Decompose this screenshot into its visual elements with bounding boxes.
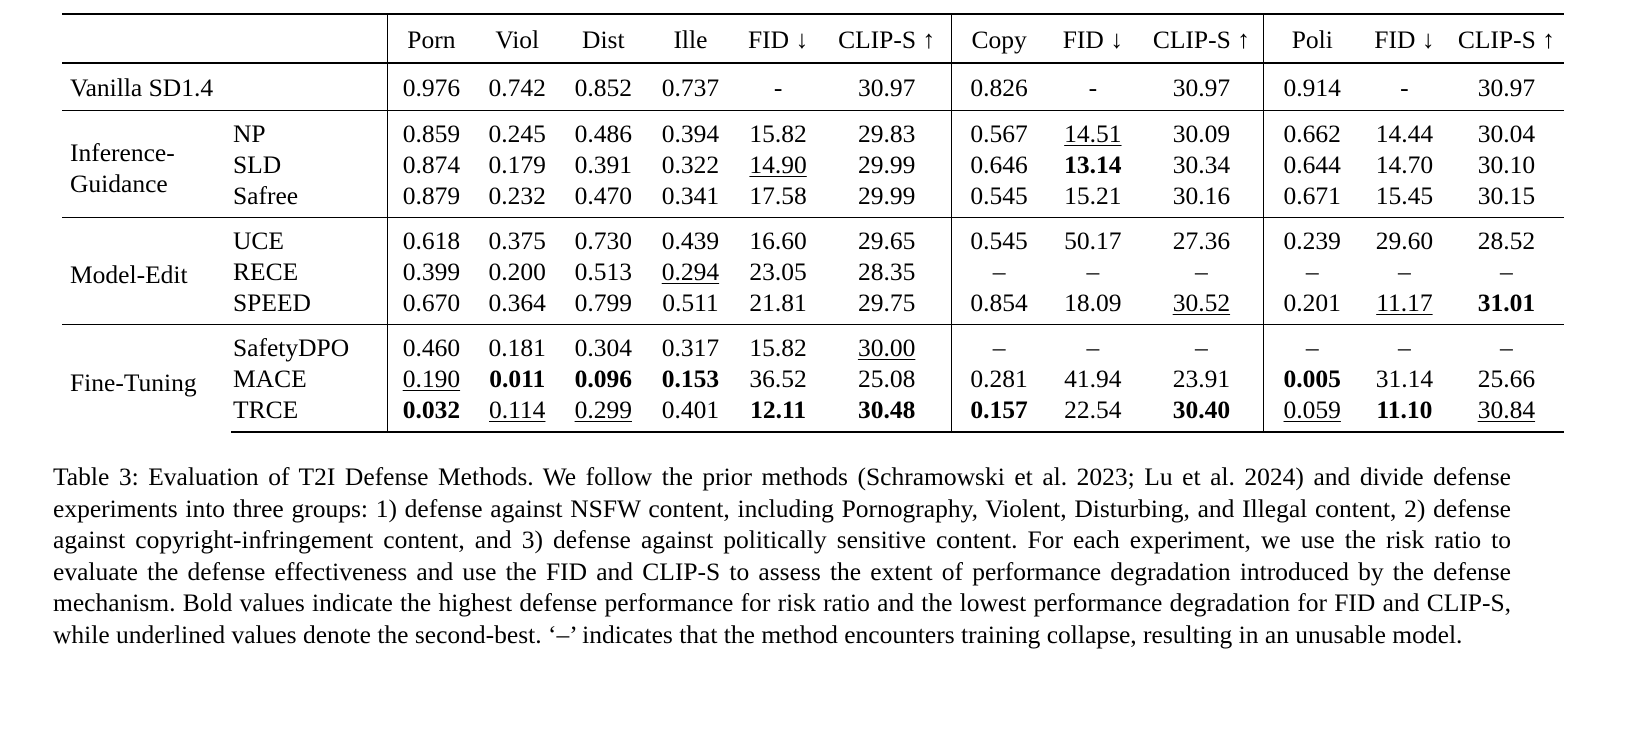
method-name: TRCE <box>231 394 387 432</box>
table-cell <box>475 256 560 287</box>
group-label <box>62 325 231 433</box>
cell-value: – <box>1086 333 1100 362</box>
table-cell <box>1264 325 1360 364</box>
cell-value: 15.82 <box>749 119 807 148</box>
table-cell <box>951 180 1046 218</box>
cell-value: 0.157 <box>970 395 1028 424</box>
cell-value: 0.375 <box>488 226 546 255</box>
cell-value: 22.54 <box>1064 395 1122 424</box>
cell-value: – <box>1195 257 1208 286</box>
header-empty-method <box>231 14 387 63</box>
table-cell <box>822 394 951 432</box>
table-cell <box>475 325 560 364</box>
vanilla-cell: - <box>1046 63 1139 111</box>
header-porn: Porn <box>387 14 475 63</box>
cell-value: 0.874 <box>402 150 461 179</box>
cell-value: 0.854 <box>970 288 1028 317</box>
table-cell <box>1449 111 1564 150</box>
table-cell <box>1139 180 1264 218</box>
cell-value: 11.17 <box>1376 288 1433 317</box>
table-cell <box>475 149 560 180</box>
cell-value: 41.94 <box>1064 364 1122 393</box>
cell-value: 12.11 <box>750 395 807 424</box>
table-cell <box>559 111 647 150</box>
cell-value: 0.545 <box>970 226 1028 255</box>
cell-value: 14.70 <box>1375 150 1434 179</box>
cell-value: 0.671 <box>1283 181 1341 210</box>
table-cell <box>647 363 734 394</box>
table-cell <box>1360 394 1449 432</box>
vanilla-cell: 0.976 <box>387 63 475 111</box>
header-copy: Copy <box>951 14 1046 63</box>
cell-value: 0.401 <box>661 395 720 424</box>
cell-value: 0.317 <box>661 333 720 362</box>
vanilla-cell: - <box>734 63 823 111</box>
cell-value: 28.35 <box>857 257 916 286</box>
table-cell <box>1360 111 1449 150</box>
cell-value: – <box>1305 333 1319 362</box>
table-cell <box>475 363 560 394</box>
header-copy-fid: FID ↓ <box>1046 14 1139 63</box>
table-cell <box>822 256 951 287</box>
group-label <box>62 111 231 218</box>
method-name: Safree <box>233 181 299 210</box>
table-cell <box>822 218 951 257</box>
table-cell <box>387 287 475 325</box>
method-name: SafetyDPO <box>231 325 387 364</box>
cell-value: 0.879 <box>402 181 461 210</box>
table-cell <box>951 363 1046 394</box>
table-cell <box>387 325 475 364</box>
vanilla-cell: 0.826 <box>951 63 1046 111</box>
vanilla-cell: 0.742 <box>475 63 560 111</box>
cell-value: 18.09 <box>1064 288 1122 317</box>
cell-value: 0.470 <box>574 181 632 210</box>
table-row <box>62 363 1564 394</box>
cell-value: 30.16 <box>1172 181 1231 210</box>
cell-value: 0.153 <box>661 364 720 393</box>
table-cell <box>1360 363 1449 394</box>
table-cell <box>647 218 734 257</box>
cell-value: 23.05 <box>749 257 807 286</box>
cell-value: 14.44 <box>1375 119 1434 148</box>
cell-value: 0.190 <box>402 364 461 393</box>
table-cell <box>647 287 734 325</box>
table-cell <box>475 287 560 325</box>
table-cell <box>1046 287 1139 325</box>
table-cell <box>1449 180 1564 218</box>
table-cell <box>1360 218 1449 257</box>
vanilla-row <box>62 63 1564 111</box>
method-name: SLD <box>233 150 282 179</box>
cell-value: 0.394 <box>661 119 720 148</box>
cell-value: 30.34 <box>1172 150 1231 179</box>
cell-value: 30.48 <box>857 395 916 424</box>
table-cell <box>475 111 560 150</box>
cell-value: 0.439 <box>661 226 720 255</box>
results-table-container <box>62 13 1564 433</box>
cell-value: 0.618 <box>402 226 461 255</box>
table-cell <box>387 394 475 432</box>
cell-value: 0.294 <box>661 257 720 286</box>
cell-value: 0.460 <box>402 333 461 362</box>
table-cell <box>734 256 823 287</box>
vanilla-cell: 30.97 <box>822 63 951 111</box>
cell-value: – <box>1500 257 1513 286</box>
table-cell <box>559 256 647 287</box>
cell-value: 15.82 <box>749 333 807 362</box>
table-cell <box>734 325 823 364</box>
method-name: NP <box>231 111 387 150</box>
vanilla-label: Vanilla SD1.4 <box>62 63 387 111</box>
header-empty-group <box>62 14 231 63</box>
table-cell <box>822 149 951 180</box>
table-cell <box>1360 180 1449 218</box>
cell-value: 0.096 <box>574 364 632 393</box>
table-cell <box>1139 363 1264 394</box>
table-cell <box>951 111 1046 150</box>
table-cell <box>387 363 475 394</box>
table-row <box>62 256 1564 287</box>
table-cell <box>822 363 951 394</box>
group-label <box>62 218 231 325</box>
table-cell <box>1139 149 1264 180</box>
cell-value: – <box>1500 333 1513 362</box>
cell-value: 11.10 <box>1376 395 1433 424</box>
cell-value: 0.179 <box>488 150 546 179</box>
cell-value: 31.01 <box>1477 288 1536 317</box>
cell-value: 0.232 <box>488 181 546 210</box>
cell-value: 50.17 <box>1064 226 1122 255</box>
header-row <box>62 14 1564 63</box>
cell-value: 30.84 <box>1477 395 1536 424</box>
table-cell <box>1264 287 1360 325</box>
vanilla-cell: 0.737 <box>647 63 734 111</box>
cell-value: 30.09 <box>1172 119 1231 148</box>
cell-value: 14.51 <box>1064 119 1122 148</box>
cell-value: 0.239 <box>1283 226 1341 255</box>
table-row <box>62 111 1564 150</box>
cell-value: 0.281 <box>970 364 1028 393</box>
table-cell <box>951 256 1046 287</box>
cell-value: 0.200 <box>488 257 546 286</box>
table-cell <box>647 394 734 432</box>
method-name: UCE <box>231 218 387 257</box>
table-cell <box>1449 218 1564 257</box>
table-cell <box>1046 218 1139 257</box>
header-poli-clip: CLIP-S ↑ <box>1449 14 1564 63</box>
table-cell <box>951 287 1046 325</box>
table-cell <box>1139 287 1264 325</box>
cell-value: 16.60 <box>749 226 807 255</box>
table-cell <box>1360 325 1449 364</box>
results-table <box>62 13 1564 433</box>
cell-value: 0.399 <box>402 257 461 286</box>
cell-value: 0.646 <box>970 150 1028 179</box>
cell-value: 0.005 <box>1283 364 1341 393</box>
cell-value: 30.04 <box>1477 119 1536 148</box>
table-row <box>62 394 1564 432</box>
cell-value: – <box>1398 333 1411 362</box>
cell-value: 36.52 <box>749 364 807 393</box>
table-cell <box>1360 149 1449 180</box>
table-cell <box>1139 111 1264 150</box>
table-row <box>62 325 1564 364</box>
table-cell <box>647 256 734 287</box>
cell-value: 0.341 <box>661 181 720 210</box>
table-cell <box>387 149 475 180</box>
cell-value: 28.52 <box>1477 226 1536 255</box>
header-poli-fid: FID ↓ <box>1360 14 1449 63</box>
table-cell <box>1046 180 1139 218</box>
table-cell <box>559 180 647 218</box>
cell-value: 0.032 <box>402 395 461 424</box>
header-nsfw-clip: CLIP-S ↑ <box>822 14 951 63</box>
cell-value: 0.299 <box>574 395 632 424</box>
cell-value: 23.91 <box>1172 364 1231 393</box>
table-cell <box>559 363 647 394</box>
cell-value: 30.10 <box>1477 150 1536 179</box>
table-cell <box>1264 218 1360 257</box>
group-label-line: Model-Edit <box>70 260 188 289</box>
table-cell <box>559 149 647 180</box>
table-cell <box>647 111 734 150</box>
header-poli: Poli <box>1264 14 1360 63</box>
table-cell <box>647 180 734 218</box>
table-cell <box>1449 363 1564 394</box>
cell-value: 0.511 <box>662 288 719 317</box>
cell-value: 15.45 <box>1375 181 1434 210</box>
table-cell <box>1449 149 1564 180</box>
header-dist: Dist <box>559 14 647 63</box>
cell-value: 0.181 <box>488 333 546 362</box>
cell-value: 0.513 <box>574 257 632 286</box>
cell-value: 30.52 <box>1172 288 1231 317</box>
cell-value: 0.201 <box>1283 288 1341 317</box>
table-row <box>62 149 1564 180</box>
cell-value: 25.08 <box>857 364 916 393</box>
cell-value: 0.567 <box>970 119 1028 148</box>
table-cell <box>1264 256 1360 287</box>
cell-value: 0.859 <box>402 119 461 148</box>
cell-value: 25.66 <box>1477 364 1536 393</box>
cell-value: 0.644 <box>1283 150 1341 179</box>
cell-value: 30.40 <box>1172 395 1231 424</box>
table-cell <box>559 218 647 257</box>
table-cell <box>822 287 951 325</box>
cell-value: 0.059 <box>1283 395 1341 424</box>
table-cell <box>734 394 823 432</box>
cell-value: 14.90 <box>749 150 807 179</box>
table-cell <box>734 218 823 257</box>
cell-value: 0.304 <box>574 333 632 362</box>
method-name: MACE <box>233 364 307 393</box>
cell-value: 0.730 <box>574 226 632 255</box>
cell-value: – <box>1195 333 1208 362</box>
table-cell <box>559 394 647 432</box>
group-label-line: Guidance <box>70 168 168 198</box>
table-cell <box>475 218 560 257</box>
cell-value: 0.545 <box>970 181 1028 210</box>
table-cell <box>734 111 823 150</box>
group-label-line: Fine-Tuning <box>70 367 197 397</box>
table-cell <box>1046 256 1139 287</box>
vanilla-cell: 0.852 <box>559 63 647 111</box>
table-cell <box>1139 256 1264 287</box>
table-cell <box>387 111 475 150</box>
cell-value: 29.83 <box>857 119 916 148</box>
cell-value: 0.322 <box>661 150 720 179</box>
table-cell <box>1046 363 1139 394</box>
table-cell <box>734 149 823 180</box>
table-row <box>62 180 1564 218</box>
cell-value: 0.670 <box>402 288 461 317</box>
table-cell <box>822 180 951 218</box>
cell-value: 0.245 <box>488 119 546 148</box>
table-cell <box>734 180 823 218</box>
table-cell <box>1046 149 1139 180</box>
table-cell <box>1360 256 1449 287</box>
table-caption: Table 3: Evaluation of T2I Defense Methods. We follow the prior methods (Schramowski et al. 2023; Lu et al. 2024) and divide defense experiments into three groups: 1) defense against NSFW content, including Pornography, Violent, Disturbing, and Illegal content, 2) defense against copyright-infringement content, and 3) defense against politically sensitive content. For each experiment, we use the risk ratio to evaluate the defense effectiveness and use the FID and CLIP-S to assess the extent of performance degradation introduced by the defense mechanism. Bold values indicate the highest defense performance for risk ratio and the lowest performance degradation for FID and CLIP-S, while underlined values denote the second-best. ‘–’ indicates that the method encounters training collapse, resulting in an unusable model. <box>53 462 1511 649</box>
cell-value: 0.799 <box>574 288 632 317</box>
table-cell <box>1264 363 1360 394</box>
cell-value: – <box>992 333 1006 362</box>
cell-value: 29.75 <box>857 288 916 317</box>
cell-value: – <box>992 257 1006 286</box>
table-cell <box>1360 287 1449 325</box>
table-cell <box>951 325 1046 364</box>
cell-value: 0.011 <box>489 364 546 393</box>
table-cell <box>1264 149 1360 180</box>
cell-value: 30.15 <box>1477 181 1536 210</box>
table-cell <box>475 394 560 432</box>
table-cell <box>647 149 734 180</box>
table-cell <box>822 325 951 364</box>
table-cell <box>734 363 823 394</box>
table-row <box>62 287 1564 325</box>
cell-value: 29.99 <box>857 181 916 210</box>
vanilla-cell: 30.97 <box>1449 63 1564 111</box>
table-cell <box>951 218 1046 257</box>
header-copy-clip: CLIP-S ↑ <box>1139 14 1264 63</box>
cell-value: 0.391 <box>574 150 632 179</box>
table-cell <box>1046 111 1139 150</box>
cell-value: 15.21 <box>1064 181 1122 210</box>
table-cell <box>1139 325 1264 364</box>
group-label-line: Inference- <box>70 137 175 167</box>
table-cell <box>387 218 475 257</box>
table-cell <box>1264 394 1360 432</box>
cell-value: 0.486 <box>574 119 632 148</box>
table-cell <box>647 325 734 364</box>
cell-value: – <box>1305 257 1319 286</box>
table-cell <box>734 287 823 325</box>
table-cell <box>387 180 475 218</box>
cell-value: – <box>1086 257 1100 286</box>
cell-value: 29.99 <box>857 150 916 179</box>
table-cell <box>1264 111 1360 150</box>
method-name: SPEED <box>233 288 311 317</box>
cell-value: 31.14 <box>1375 364 1434 393</box>
vanilla-cell: 0.914 <box>1264 63 1360 111</box>
table-cell <box>1449 287 1564 325</box>
table-cell <box>1046 325 1139 364</box>
method-name: RECE <box>233 257 299 286</box>
cell-value: 29.65 <box>857 226 916 255</box>
cell-value: 0.662 <box>1283 119 1341 148</box>
header-viol: Viol <box>475 14 560 63</box>
cell-value: 0.114 <box>489 395 546 424</box>
table-cell <box>1264 180 1360 218</box>
table-cell <box>475 180 560 218</box>
vanilla-cell: 30.97 <box>1139 63 1264 111</box>
table-cell <box>559 325 647 364</box>
header-ille: Ille <box>647 14 734 63</box>
table-cell <box>559 287 647 325</box>
cell-value: 27.36 <box>1172 226 1231 255</box>
vanilla-cell: - <box>1360 63 1449 111</box>
table-cell <box>1046 394 1139 432</box>
table-cell <box>1449 256 1564 287</box>
cell-value: 30.00 <box>857 333 916 362</box>
table-cell <box>1449 325 1564 364</box>
table-cell <box>1139 394 1264 432</box>
cell-value: 13.14 <box>1064 150 1122 179</box>
table-cell <box>822 111 951 150</box>
table-cell <box>1139 218 1264 257</box>
cell-value: – <box>1398 257 1411 286</box>
header-nsfw-fid: FID ↓ <box>734 14 823 63</box>
cell-value: 29.60 <box>1375 226 1434 255</box>
cell-value: 21.81 <box>749 288 807 317</box>
cell-value: 0.364 <box>488 288 546 317</box>
table-cell <box>387 256 475 287</box>
table-cell <box>951 394 1046 432</box>
cell-value: 17.58 <box>749 181 807 210</box>
table-cell <box>951 149 1046 180</box>
table-row <box>62 218 1564 257</box>
table-cell <box>1449 394 1564 432</box>
